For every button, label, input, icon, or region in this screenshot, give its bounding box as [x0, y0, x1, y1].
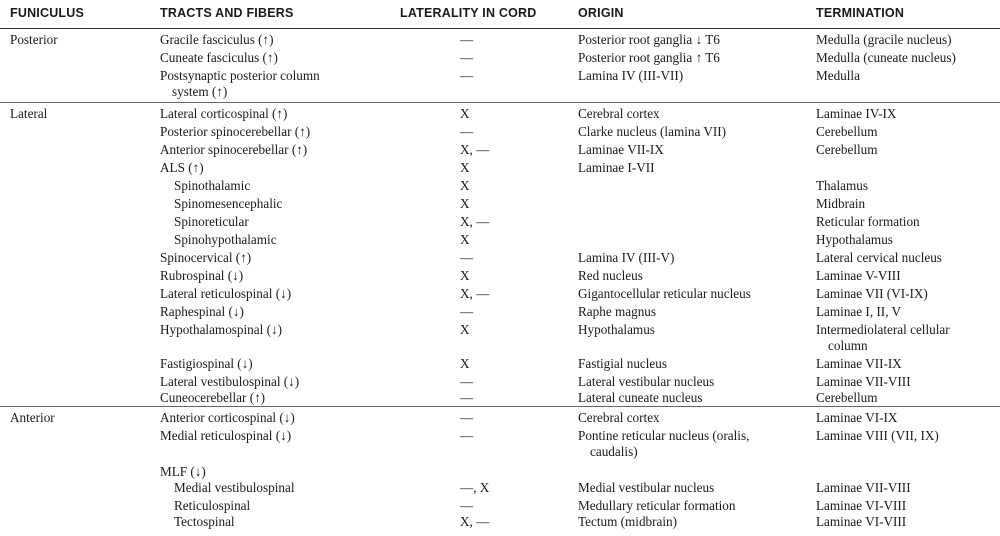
table-row	[0, 213, 1000, 231]
tract-cell: Anterior spinocerebellar (↑)	[160, 142, 308, 157]
table-row	[0, 479, 1000, 497]
origin-cell: Hypothalamus	[578, 322, 655, 337]
laterality-cell: —	[460, 390, 474, 405]
tract-cell: Hypothalamospinal (↓)	[160, 322, 282, 337]
origin-cell: Pontine reticular nucleus (oralis,	[578, 428, 750, 443]
tract-cell: Anterior corticospinal (↓)	[160, 410, 295, 425]
termination-cell: Laminae VIII (VII, IX)	[816, 428, 939, 443]
tract-cell: Spinohypothalamic	[174, 232, 277, 247]
termination-cell: Laminae VII-VIII	[816, 374, 911, 389]
termination-cell: Intermediolateral cellular	[816, 322, 950, 337]
origin-cell: Cerebral cortex	[578, 410, 660, 425]
termination-cell: Laminae VI-VIII	[816, 514, 907, 529]
header-termination: TERMINATION	[816, 6, 905, 20]
laterality-cell: —	[460, 498, 474, 513]
tract-cell: Spinomesencephalic	[174, 196, 283, 211]
laterality-cell: —	[460, 428, 474, 443]
termination-cell: Cerebellum	[816, 124, 878, 139]
termination-cell: Thalamus	[816, 178, 869, 193]
tract-cell: Postsynaptic posterior column	[160, 68, 320, 83]
termination-cell-continued: column	[828, 338, 868, 353]
origin-cell: Medullary reticular formation	[578, 498, 736, 513]
termination-cell: Reticular formation	[816, 214, 920, 229]
table-row	[0, 355, 1000, 373]
tract-cell: Spinoreticular	[174, 214, 249, 229]
origin-cell: Laminae VII-IX	[578, 142, 664, 157]
termination-cell: Laminae VII-IX	[816, 356, 902, 371]
table-row	[0, 177, 1000, 195]
termination-cell: Laminae V-VIII	[816, 268, 901, 283]
origin-cell: Lamina IV (III-V)	[578, 250, 675, 265]
header-origin: ORIGIN	[578, 6, 624, 20]
laterality-cell: —	[460, 250, 474, 265]
termination-cell: Laminae VI-IX	[816, 410, 898, 425]
origin-cell: Gigantocellular reticular nucleus	[578, 286, 751, 301]
termination-cell: Cerebellum	[816, 390, 878, 405]
table-row	[0, 231, 1000, 249]
origin-cell: Tectum (midbrain)	[578, 514, 678, 529]
tract-cell: Reticulospinal	[174, 498, 251, 513]
origin-cell: Posterior root ganglia ↑ T6	[578, 50, 720, 65]
laterality-cell: X	[460, 232, 470, 247]
table-row	[0, 49, 1000, 67]
table-row-continuation	[0, 337, 1000, 355]
termination-cell: Lateral cervical nucleus	[816, 250, 942, 265]
termination-cell: Laminae I, II, V	[816, 304, 902, 319]
funiculus-label: Anterior	[10, 410, 55, 425]
laterality-cell: X	[460, 356, 470, 371]
laterality-cell: —, X	[460, 480, 490, 495]
laterality-cell: —	[460, 124, 474, 139]
laterality-cell: X, —	[460, 514, 490, 529]
table-row-continuation	[0, 443, 1000, 461]
termination-cell: Medulla (gracile nucleus)	[816, 32, 952, 47]
section-anterior	[0, 407, 1000, 535]
tract-cell: Spinothalamic	[174, 178, 251, 193]
laterality-cell: X, —	[460, 214, 490, 229]
origin-cell: Posterior root ganglia ↓ T6	[578, 32, 720, 47]
header-funiculus: FUNICULUS	[10, 6, 85, 20]
laterality-cell: —	[460, 50, 474, 65]
origin-cell: Laminae I-VII	[578, 160, 655, 175]
laterality-cell: —	[460, 68, 474, 83]
origin-cell: Lateral cuneate nucleus	[578, 390, 703, 405]
termination-cell: Hypothalamus	[816, 232, 893, 247]
table-row	[0, 31, 1000, 49]
tract-cell: Medial vestibulospinal	[174, 480, 295, 495]
section-lateral	[0, 103, 1000, 407]
laterality-cell: X, —	[460, 142, 490, 157]
table-row	[0, 389, 1000, 407]
termination-cell: Medulla	[816, 68, 860, 83]
tract-cell: MLF (↓)	[160, 464, 206, 479]
table-header	[0, 0, 1000, 29]
funiculus-label: Lateral	[10, 106, 48, 121]
table-row	[0, 249, 1000, 267]
laterality-cell: X	[460, 268, 470, 283]
origin-cell-continued: caudalis)	[590, 444, 638, 459]
origin-cell: Medial vestibular nucleus	[578, 480, 715, 495]
laterality-cell: X	[460, 196, 470, 211]
laterality-cell: —	[460, 32, 474, 47]
funiculus-label: Posterior	[10, 32, 58, 47]
laterality-cell: —	[460, 410, 474, 425]
laterality-cell: X	[460, 322, 470, 337]
table-row	[0, 409, 1000, 427]
laterality-cell: X	[460, 178, 470, 193]
termination-cell: Laminae VI-VIII	[816, 498, 907, 513]
tract-cell: Fastigiospinal (↓)	[160, 356, 253, 371]
tract-cell: Lateral vestibulospinal (↓)	[160, 374, 300, 389]
origin-cell: Red nucleus	[578, 268, 643, 283]
origin-cell: Cerebral cortex	[578, 106, 660, 121]
laterality-cell: X	[460, 106, 470, 121]
table-row	[0, 123, 1000, 141]
table-row	[0, 141, 1000, 159]
tract-cell: Lateral reticulospinal (↓)	[160, 286, 292, 301]
table-row	[0, 105, 1000, 123]
tract-cell: ALS (↑)	[160, 160, 204, 175]
tract-cell: Gracile fasciculus (↑)	[160, 32, 274, 47]
laterality-cell: —	[460, 304, 474, 319]
termination-cell: Cerebellum	[816, 142, 878, 157]
tract-cell: Cuneate fasciculus (↑)	[160, 50, 278, 65]
laterality-cell: X, —	[460, 286, 490, 301]
tract-cell-continued: system (↑)	[172, 84, 228, 99]
termination-cell: Laminae IV-IX	[816, 106, 897, 121]
tract-cell: Tectospinal	[174, 514, 235, 529]
origin-cell: Fastigial nucleus	[578, 356, 668, 371]
laterality-cell: X	[460, 160, 470, 175]
origin-cell: Lamina IV (III-VII)	[578, 68, 684, 83]
tract-cell: Lateral corticospinal (↑)	[160, 106, 288, 121]
table-row	[0, 285, 1000, 303]
tract-cell: Raphespinal (↓)	[160, 304, 244, 319]
tract-cell: Posterior spinocerebellar (↑)	[160, 124, 311, 139]
header-laterality: LATERALITY IN CORD	[400, 6, 537, 20]
termination-cell: Midbrain	[816, 196, 866, 211]
termination-cell: Medulla (cuneate nucleus)	[816, 50, 956, 65]
section-posterior	[0, 29, 1000, 103]
tract-cell: Spinocervical (↑)	[160, 250, 252, 265]
table-row	[0, 513, 1000, 531]
tract-cell: Medial reticulospinal (↓)	[160, 428, 292, 443]
tract-cell: Rubrospinal (↓)	[160, 268, 244, 283]
table-row-continuation	[0, 83, 1000, 101]
origin-cell: Clarke nucleus (lamina VII)	[578, 124, 727, 139]
termination-cell: Laminae VII (VI-IX)	[816, 286, 928, 301]
table-row	[0, 267, 1000, 285]
table-row	[0, 159, 1000, 177]
laterality-cell: —	[460, 374, 474, 389]
header-tracts: TRACTS AND FIBERS	[160, 6, 294, 20]
origin-cell: Raphe magnus	[578, 304, 657, 319]
table-row	[0, 303, 1000, 321]
table-row	[0, 195, 1000, 213]
tract-cell: Cuneocerebellar (↑)	[160, 390, 266, 405]
termination-cell: Laminae VII-VIII	[816, 480, 911, 495]
origin-cell: Lateral vestibular nucleus	[578, 374, 715, 389]
